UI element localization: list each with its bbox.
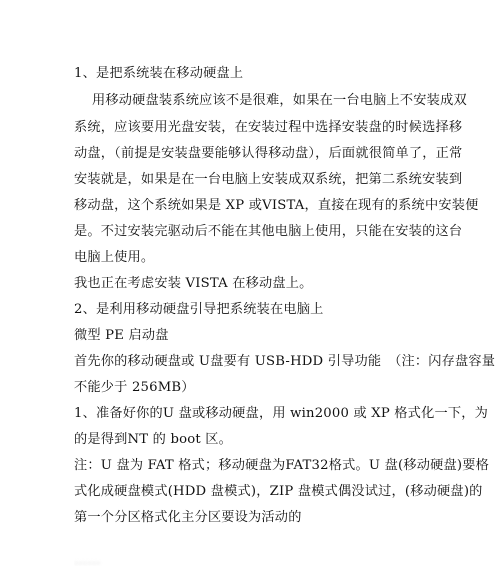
paragraph-line: 动盘，（前提是安装盘要能够认得移动盘），后面就很简单了，正常: [74, 146, 463, 161]
paragraph-line: 系统，应该要用光盘安装，在安装过程中选择安装盘的时候选择移: [74, 120, 463, 135]
heading-section-1: 1、是把系统装在移动硬盘上: [74, 66, 244, 81]
paragraph-line: 安装就是，如果是在一台电脑上安装成双系统，把第二系统安装到: [74, 172, 463, 187]
subheading: 微型 PE 启动盘: [74, 328, 169, 343]
paragraph-line: 用移动硬盘装系统应该不是很难，如果在一台电脑上不安装成双: [92, 93, 467, 108]
paragraph-line: 移动盘，这个系统如果是 XP 或VISTA，直接在现有的系统中安装便: [74, 198, 479, 213]
paragraph-line: 1、准备好你的U 盘或移动硬盘，用 win2000 或 XP 格式化一下，为: [74, 406, 489, 421]
note-line: 注：U 盘为 FAT 格式；移动硬盘为FAT32格式。U 盘(移动硬盘)要格: [74, 458, 489, 473]
cut-off-text-line: [74, 552, 426, 566]
paragraph-line: 电脑上使用。: [74, 250, 155, 265]
paragraph-line: 我也正在考虑安装 VISTA 在移动盘上。: [74, 276, 313, 291]
paragraph-line: 的是得到NT 的 boot 区。: [74, 432, 233, 447]
paragraph-line: 不能少于 256MB）: [74, 380, 195, 395]
note-line: 第一个分区格式化主分区要设为活动的: [74, 510, 302, 525]
cut-off-text: ……: [74, 553, 101, 566]
note-line: 式化成硬盘模式(HDD 盘模式)，ZIP 盘模式偶没试过，(移动硬盘)的: [74, 484, 483, 499]
paragraph-line: 首先你的移动硬盘或 U盘要有 USB-HDD 引导功能 （注：闪存盘容量: [74, 354, 496, 369]
paragraph-line: 是。不过安装完驱动后不能在其他电脑上使用，只能在安装的这台: [74, 224, 463, 239]
heading-section-2: 2、是利用移动硬盘引导把系统装在电脑上: [74, 302, 324, 317]
